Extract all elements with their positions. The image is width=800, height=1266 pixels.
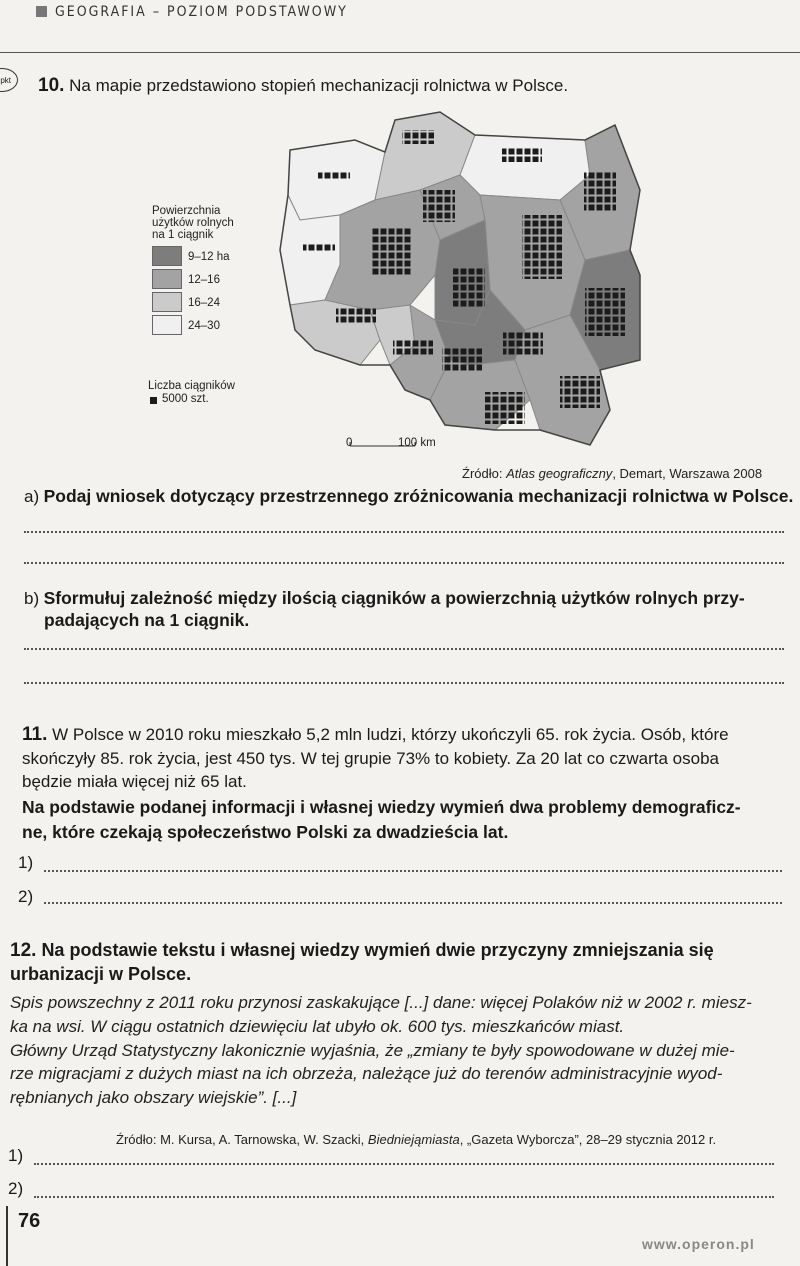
- legend-count-title: Liczba ciągników: [148, 380, 235, 392]
- q11-line3: będzie miała więcej niż 65 lat.: [22, 772, 247, 791]
- q11-task-line2: ne, które czekają społeczeństwo Polski za dwadzieścia lat.: [22, 822, 509, 842]
- q12-task-text: Na podstawie tekstu i własnej wiedzy wymień dwie przyczyny zmniejszania się: [41, 940, 714, 960]
- q10-source: [462, 466, 762, 481]
- answer-line-q11-2[interactable]: [44, 902, 782, 904]
- q11-line2: skończyły 85. rok życia, jest 450 tys. W tej grupie 73% to kobiety. Za 20 lat co czwarta osoba: [22, 749, 719, 768]
- legend-label-12-16: 12–16: [188, 274, 220, 286]
- legend-swatch-12-16: [152, 269, 182, 289]
- answer-line-a1[interactable]: [24, 531, 784, 533]
- legend-count-unit: 5000 szt.: [162, 393, 209, 405]
- q10-part-a-letter: a): [24, 487, 40, 506]
- tractor-grid: [442, 348, 482, 372]
- answer-line-b2[interactable]: [24, 682, 784, 684]
- tractor-grid: [393, 340, 433, 356]
- tractor-grid: [336, 308, 376, 324]
- answer-line-q11-1[interactable]: [44, 870, 782, 872]
- tractor-grid: [303, 244, 335, 252]
- q10-text: Na mapie przedstawiono stopień mechanizacji rolnictwa w Polsce.: [69, 76, 569, 95]
- legend-swatch-24-30: [152, 315, 182, 335]
- region-warminsko-mazurskie: [460, 135, 590, 200]
- q12-quote-line: Spis powszechny z 2011 roku przynosi zaskakujące [...] dane: więcej Polaków niż w 2002 r. miesz-: [10, 993, 752, 1012]
- q12-item2-label: 2): [8, 1179, 24, 1198]
- q10-part-b: [24, 586, 794, 610]
- q12-source: [116, 1132, 716, 1147]
- scale-zero: 0: [346, 437, 353, 449]
- q10-part-b-line1: Sformułuj zależność między ilością ciągników a powierzchnią użytków rolnych przy-: [43, 588, 745, 608]
- legend-label-24-30: 24–30: [188, 320, 220, 332]
- tractor-grid: [318, 172, 350, 180]
- legend-label-16-24: 16–24: [188, 297, 220, 309]
- answer-line-q12-1[interactable]: [34, 1163, 774, 1165]
- legend-swatch-9-12: [152, 246, 182, 266]
- footer-margin-line: [6, 1206, 8, 1266]
- points-badge: [0, 68, 18, 92]
- legend-label-9-12: 9–12 ha: [188, 251, 230, 263]
- q10-source-prefix: Źródło:: [462, 466, 507, 481]
- tractor-grid: [560, 376, 600, 408]
- q10-part-a-text: Podaj wniosek dotyczący przestrzennego zróżnicowania mechanizacji rolnictwa w Polsce.: [43, 486, 794, 506]
- points-label: pkt: [0, 76, 11, 85]
- legend-title-line: Powierzchnia: [152, 205, 221, 217]
- q10-part-b-line2: padających na 1 ciągnik.: [44, 610, 250, 630]
- q11-item1-label: 1): [18, 853, 34, 872]
- header-rule: [0, 52, 800, 53]
- q12-source-title: Biedniejąmiasta: [367, 1132, 460, 1147]
- q11-task-line1: Na podstawie podanej informacji i własnej wiedzy wymień dwa problemy demograficz-: [22, 797, 741, 817]
- answer-line-a2[interactable]: [24, 562, 784, 564]
- q12-task-line1: [10, 938, 795, 963]
- scale-label: 100 km: [398, 437, 436, 449]
- tractor-grid: [423, 190, 455, 222]
- q10-part-a: [24, 484, 794, 508]
- q12-item1-label: 1): [8, 1146, 24, 1165]
- q12-source-prefix: Źródło: M. Kursa, A. Tarnowska, W. Szacki,: [116, 1132, 368, 1147]
- tractor-grid: [585, 288, 625, 336]
- page-number: 76: [18, 1210, 41, 1232]
- q11-line1: [22, 724, 792, 746]
- running-header: [36, 4, 348, 20]
- tractor-grid: [485, 392, 525, 424]
- legend-swatch-16-24: [152, 292, 182, 312]
- q11-item2-label: 2): [18, 887, 34, 906]
- legend-title-line: użytków rolnych: [152, 217, 234, 229]
- q10-part-b-letter: b): [24, 589, 40, 608]
- q12-quote-line: ka na wsi. W ciągu ostatnich dziewięciu lat ubyło ok. 600 tys. mieszkańców miast.: [10, 1017, 625, 1036]
- tractor-grid: [502, 148, 542, 162]
- q10-intro: [38, 75, 778, 97]
- publisher-website: www.operon.pl: [642, 1236, 755, 1252]
- q11-text-line1: W Polsce w 2010 roku mieszkało 5,2 mln ludzi, którzy ukończyli 65. rok życia. Osób, które: [52, 725, 729, 744]
- legend-title-line: na 1 ciągnik: [152, 229, 214, 241]
- tractor-grid: [453, 268, 485, 308]
- q10-source-title: Atlas geograficzny: [506, 466, 613, 481]
- tractor-grid: [522, 215, 562, 279]
- header-square-icon: [36, 6, 47, 17]
- tractor-square-icon: [150, 397, 157, 404]
- tractor-grid: [372, 228, 412, 276]
- tractor-grid: [584, 172, 616, 212]
- answer-line-b1[interactable]: [24, 648, 784, 650]
- tractor-grid: [503, 332, 543, 356]
- q10-source-rest: , Demart, Warszawa 2008: [612, 466, 763, 481]
- q11-number: 11.: [22, 724, 48, 745]
- q12-quote-line: rze migracjami z dużych miast na ich obrzeża, należące już do terenów administracyjnie wyod-: [10, 1064, 723, 1083]
- q12-quote-line: rębnianych jako obszary wiejskie”. [...]: [10, 1088, 297, 1107]
- answer-line-q12-2[interactable]: [34, 1196, 774, 1198]
- q12-source-rest: , „Gazeta Wyborcza”, 28–29 stycznia 2012 r.: [459, 1132, 717, 1147]
- q12-number: 12.: [10, 940, 37, 961]
- q12-task-line2: urbanizacji w Polsce.: [10, 964, 192, 984]
- legend: [152, 205, 262, 241]
- q12-quote-line: Główny Urząd Statystyczny lakonicznie wyjaśnia, że „zmiany te były spowodowane w dużej mie-: [10, 1041, 735, 1060]
- q10-number: 10.: [38, 75, 65, 96]
- header-title: GEOGRAFIA – POZIOM PODSTAWOWY: [55, 4, 348, 20]
- tractor-grid: [402, 130, 434, 144]
